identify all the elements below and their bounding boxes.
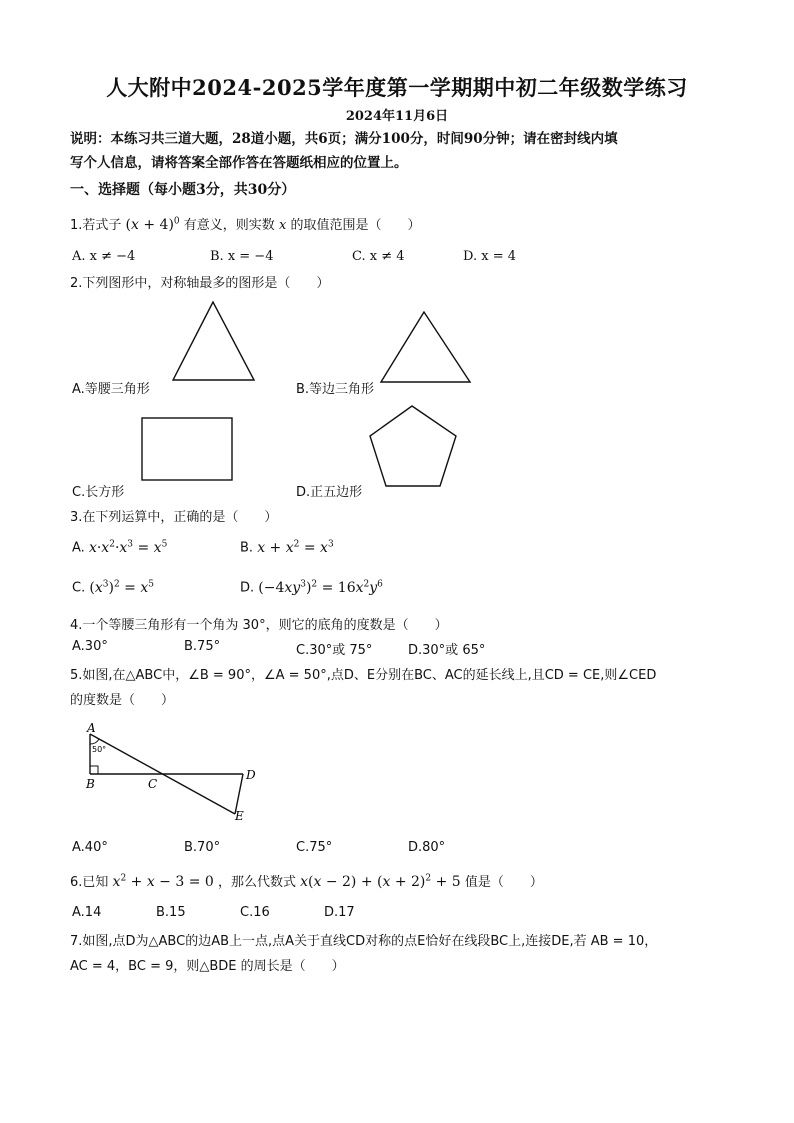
q5-option-a[interactable]: A.40° xyxy=(72,840,108,855)
q1-stem-post: 有意义，则实数 xyxy=(183,218,275,233)
q4-option-a[interactable]: A.30° xyxy=(72,639,108,654)
q6-option-a[interactable]: A.14 xyxy=(72,905,102,920)
q2-option-b[interactable]: B.等边三角形 xyxy=(296,382,375,397)
q4-option-d[interactable]: D.30°或 65° xyxy=(408,643,486,658)
instructions-line-2: 写个人信息，请将答案全部作答在答题纸相应的位置上。 xyxy=(70,155,408,171)
q2-option-c[interactable]: C.长方形 xyxy=(72,485,125,500)
rectangle-figure xyxy=(140,416,236,484)
label-c: C xyxy=(148,777,158,791)
q4-option-b[interactable]: B.75° xyxy=(184,639,221,654)
regular-pentagon-shape xyxy=(370,406,456,486)
exam-date: 2024年11月6日 xyxy=(345,109,449,124)
question-4: 4.一个等腰三角形有一个角为 30°，则它的底角的度数是（ ） xyxy=(70,618,448,633)
question-5-line-2: 的度数是（ ） xyxy=(70,693,175,708)
q5-option-b[interactable]: B.70° xyxy=(184,840,221,855)
q1-option-a[interactable]: A. x ≠ −4 xyxy=(72,249,136,264)
regular-pentagon-figure xyxy=(368,404,462,490)
q1-expression: $(x + 4)^0$ xyxy=(125,216,180,233)
q3-option-a-expr: $x\cdot x^2\cdot x^3 = x^5$ xyxy=(88,539,168,556)
section-title: 一、选择题（每小题3分，共30分） xyxy=(70,182,296,198)
q6-stem-post: 值是（ ） xyxy=(464,875,543,890)
question-7-line-1: 7.如图,点D为△ABC的边AB上一点,点A关于直线CD对称的点E恰好在线段BC上,连接DE,若 AB = 10， xyxy=(70,934,658,949)
label-d: D xyxy=(246,768,256,782)
question-3: 3.在下列运算中，正确的是（ ） xyxy=(70,510,278,525)
q3-option-a[interactable] xyxy=(72,539,167,556)
q1-stem-pre: 1.若式子 xyxy=(70,218,122,233)
q6-stem-mid: ，那么代数式 xyxy=(217,875,296,890)
q3-option-a-label: A. xyxy=(72,540,85,556)
q6-option-d[interactable]: D.17 xyxy=(324,905,355,920)
isosceles-triangle-shape xyxy=(173,302,254,380)
question-5-line-1: 5.如图,在△ABC中，∠B = 90°，∠A = 50°,点D、E分别在BC、AC的延长线上,且CD = CE,则∠CED xyxy=(70,668,657,683)
q2-option-a[interactable]: A.等腰三角形 xyxy=(72,382,150,397)
q1-stem-post2: 的取值范围是（ ） xyxy=(290,218,421,233)
angle-a-arc xyxy=(90,739,99,744)
segment-de xyxy=(235,774,243,814)
label-angle-50: 50° xyxy=(92,745,107,754)
q3-option-d-label: D. xyxy=(240,580,255,596)
q5-option-c[interactable]: C.75° xyxy=(296,840,333,855)
q6-stem-pre: 6.已知 xyxy=(70,875,109,890)
q6-expression: $x(x - 2) + (x + 2)^2 + 5$ xyxy=(300,873,461,890)
instructions-line-1: 说明：本练习共三道大题，28道小题，共6页；满分100分，时间90分钟；请在密封线内填 xyxy=(70,131,618,147)
q3-option-c[interactable] xyxy=(72,579,154,596)
q3-option-c-label: C. xyxy=(72,580,86,596)
question-1 xyxy=(70,214,420,233)
q3-option-b-label: B. xyxy=(240,540,254,556)
q6-option-c[interactable]: C.16 xyxy=(240,905,270,920)
q1-var: x xyxy=(278,218,287,233)
q3-option-c-expr: $(x^3)^2 = x^5$ xyxy=(89,579,154,596)
question-2: 2.下列图形中，对称轴最多的图形是（ ） xyxy=(70,276,330,291)
page-title: 人大附中2024-2025学年度第一学期期中初二年级数学练习 xyxy=(106,75,688,100)
q2-option-d[interactable]: D.正五边形 xyxy=(296,485,363,500)
q5-option-d[interactable]: D.80° xyxy=(408,840,446,855)
equilateral-triangle-figure xyxy=(378,310,474,384)
q6-option-b[interactable]: B.15 xyxy=(156,905,186,920)
q6-equation: $x^2 + x - 3 = 0$ xyxy=(112,873,214,890)
question-7-line-2: AC = 4，BC = 9，则△BDE 的周长是（ ） xyxy=(70,959,345,974)
q3-option-b[interactable] xyxy=(240,539,334,556)
label-b: B xyxy=(86,777,95,791)
q3-option-d-expr: $(-4xy^3)^2 = 16x^2y^6$ xyxy=(258,579,383,596)
rectangle-shape xyxy=(142,418,232,480)
question-6 xyxy=(70,871,543,890)
q1-option-b[interactable]: B. x = −4 xyxy=(210,249,274,264)
isosceles-triangle-figure xyxy=(170,300,260,384)
right-angle-mark xyxy=(90,766,98,774)
q3-option-d[interactable] xyxy=(240,579,383,596)
label-e: E xyxy=(235,809,244,823)
q5-geometry-figure xyxy=(80,722,270,824)
equilateral-triangle-shape xyxy=(381,312,470,382)
q1-option-d[interactable]: D. x = 4 xyxy=(463,249,516,264)
q1-option-c[interactable]: C. x ≠ 4 xyxy=(352,249,405,264)
q4-option-c[interactable]: C.30°或 75° xyxy=(296,643,373,658)
label-a: A xyxy=(87,721,96,735)
q3-option-b-expr: $x + x^2 = x^3$ xyxy=(257,539,334,556)
